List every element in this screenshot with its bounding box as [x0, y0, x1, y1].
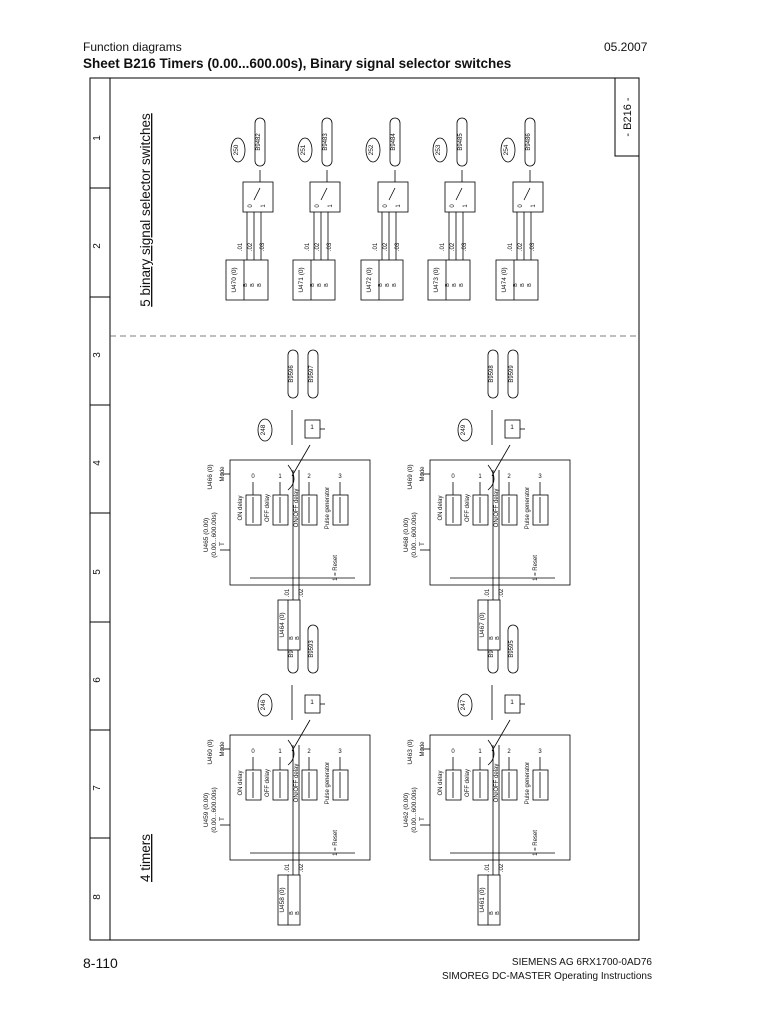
block-number: 249 [460, 424, 467, 436]
input-index: .02 [499, 588, 505, 598]
function-block [246, 770, 261, 800]
input-index: .01 [285, 588, 291, 598]
switch-position: 1 [261, 204, 267, 208]
function-block [502, 770, 517, 800]
switch-position: 1 [328, 204, 334, 208]
function-block [473, 495, 488, 525]
function-label: Pulse generator [525, 761, 531, 805]
footer-company: SIEMENS AG 6RX1700-0AD76 [511, 957, 652, 968]
function-label: ON/OFF delay [294, 488, 300, 528]
output-binector: B9598 [489, 365, 495, 383]
binector-label: B [452, 283, 458, 287]
timers [203, 350, 570, 925]
output-binector: B9593 [309, 640, 315, 658]
input-index: .01 [373, 242, 379, 252]
function-label: ON delay [438, 770, 444, 796]
block-number: 248 [260, 424, 267, 436]
function-label: OFF delay [465, 493, 471, 523]
binector-label: B [310, 283, 316, 287]
sheet-label: - B216 - [622, 97, 634, 137]
output-binector: B9595 [509, 640, 515, 658]
mode-position: 1 [478, 474, 482, 480]
mode-position: 2 [507, 749, 511, 755]
output-binector: B9484 [391, 133, 397, 151]
switch-position: 0 [383, 204, 389, 208]
section-title-timers: 4 timers [138, 833, 153, 883]
mode-param-label: U463 (0) [407, 739, 414, 765]
binector-label: B [513, 283, 519, 287]
input-index: .02 [499, 863, 505, 873]
input-index: .02 [299, 863, 305, 873]
switch-position: 1 [463, 204, 469, 208]
or-gate-label: 1 [510, 699, 514, 706]
header-date: 05.2007 [604, 40, 648, 54]
column-number: 5 [92, 569, 103, 575]
switch-position: 1 [396, 204, 402, 208]
or-gate-label: 1 [310, 424, 314, 431]
binector-label: B [257, 283, 263, 287]
input-param-label: U467 (0) [479, 612, 486, 638]
function-label: ON delay [438, 495, 444, 521]
binector-label: B [317, 283, 323, 287]
input-index: .03 [395, 242, 401, 252]
input-index: .01 [305, 242, 311, 252]
input-index: .01 [485, 863, 491, 873]
timer-block-247 [403, 625, 570, 925]
input-index: .02 [518, 242, 524, 252]
input-index: .02 [383, 242, 389, 252]
mode-param-label: U460 (0) [207, 739, 214, 765]
binector-label: B [378, 283, 384, 287]
timer-block-249 [403, 350, 570, 650]
function-block [302, 495, 317, 525]
binector-label: B [243, 283, 249, 287]
mode-position: 0 [251, 749, 255, 755]
input-index: .01 [508, 242, 514, 252]
selector-switch-252 [361, 118, 408, 300]
time-range-label: (0.00...600.00s) [211, 512, 218, 558]
input-param-label: U461 (0) [479, 887, 486, 913]
function-label: ON delay [238, 495, 244, 521]
function-label: ON/OFF delay [294, 763, 300, 803]
time-param-label: U468 (0.00) [403, 517, 410, 553]
reset-label: 1 = Reset [333, 830, 339, 856]
switch-position: 0 [315, 204, 321, 208]
time-param-label: U459 (0.00) [203, 792, 210, 828]
mode-position: 3 [338, 749, 342, 755]
time-param-label: U465 (0.00) [203, 517, 210, 553]
mode-label: Mode [220, 741, 226, 757]
mode-param-label: U466 (0) [207, 464, 214, 490]
binector-label: B [295, 911, 301, 915]
input-index: .03 [260, 242, 266, 252]
input-index: .02 [450, 242, 456, 252]
column-number: 7 [92, 785, 103, 791]
timer-block-248 [203, 350, 370, 650]
time-param-label: U462 (0.00) [403, 792, 410, 828]
binector-label: B [392, 283, 398, 287]
block-number: 254 [503, 144, 510, 156]
or-gate-label: 1 [510, 424, 514, 431]
selector-param-label: U470 (0) [231, 267, 238, 293]
column-number: 1 [92, 135, 103, 141]
section-title-selectors: 5 binary signal selector switches [138, 113, 153, 307]
or-gate-label: 1 [310, 699, 314, 706]
binector-label: B [295, 636, 301, 640]
time-input-label: T [219, 542, 226, 546]
output-binector: B9482 [256, 133, 262, 151]
selector-param-label: U474 (0) [501, 267, 508, 293]
binector-label: B [324, 283, 330, 287]
selector-switch-254 [496, 118, 543, 300]
input-index: .03 [327, 242, 333, 252]
mode-position: 2 [507, 474, 511, 480]
reset-label: 1 = Reset [333, 555, 339, 581]
function-label: Pulse generator [525, 486, 531, 530]
binector-label: B [520, 283, 526, 287]
input-index: .01 [285, 863, 291, 873]
binector-label: B [495, 911, 501, 915]
function-label: OFF delay [465, 768, 471, 798]
function-label: Pulse generator [325, 761, 331, 805]
function-block [273, 495, 288, 525]
selector-switch-250 [226, 118, 273, 300]
output-binector: B9485 [458, 133, 464, 151]
mode-position: 3 [538, 749, 542, 755]
function-block [446, 495, 461, 525]
mode-position: 2 [307, 749, 311, 755]
binector-label: B [289, 911, 295, 915]
switch-position: 0 [518, 204, 524, 208]
page-title: Sheet B216 Timers (0.00...600.00s), Binary signal selector switches [83, 56, 512, 71]
input-index: .03 [530, 242, 536, 252]
selector-param-label: U472 (0) [366, 267, 373, 293]
mode-position: 3 [538, 474, 542, 480]
mode-param-label: U469 (0) [407, 464, 414, 490]
binector-label: B [459, 283, 465, 287]
mode-position: 0 [451, 474, 455, 480]
block-number: 247 [460, 699, 467, 711]
selector-switch-253 [428, 118, 475, 300]
input-index: .02 [299, 588, 305, 598]
block-number: 251 [300, 144, 307, 156]
column-ticks [90, 188, 110, 838]
block-number: 250 [233, 144, 240, 156]
function-label: OFF delay [265, 768, 271, 798]
selector-switches [226, 118, 543, 300]
output-binector: B9483 [323, 133, 329, 151]
switch-position: 0 [450, 204, 456, 208]
mode-label: Mode [220, 466, 226, 482]
binector-label: B [289, 636, 295, 640]
output-binector: B9599 [509, 365, 515, 383]
binector-label: B [385, 283, 391, 287]
input-index: .01 [485, 588, 491, 598]
mode-position: 2 [307, 474, 311, 480]
mode-position: 3 [338, 474, 342, 480]
input-index: .01 [440, 242, 446, 252]
mode-label: Mode [420, 741, 426, 757]
selector-param-label: U473 (0) [433, 267, 440, 293]
function-block [446, 770, 461, 800]
binector-label: B [489, 636, 495, 640]
timer-block-246 [203, 625, 370, 925]
function-block [333, 770, 348, 800]
column-numbers [92, 135, 103, 900]
function-block [246, 495, 261, 525]
function-label: ON delay [238, 770, 244, 796]
input-param-label: U464 (0) [279, 612, 286, 638]
block-number: 253 [435, 144, 442, 156]
mode-position: 1 [278, 474, 282, 480]
mode-label: Mode [420, 466, 426, 482]
reset-label: 1 = Reset [533, 830, 539, 856]
binector-label: B [495, 636, 501, 640]
binector-label: B [445, 283, 451, 287]
function-label: OFF delay [265, 493, 271, 523]
page-number: 8-110 [83, 955, 118, 971]
function-block [533, 770, 548, 800]
column-number: 2 [92, 243, 103, 249]
mode-position: 0 [451, 749, 455, 755]
output-binector: B9486 [526, 133, 532, 151]
time-range-label: (0.00...600.00s) [411, 512, 418, 558]
header-section: Function diagrams [83, 40, 182, 54]
binector-label: B [489, 911, 495, 915]
function-block [473, 770, 488, 800]
time-range-label: (0.00...600.00s) [411, 787, 418, 833]
function-label: ON/OFF delay [494, 488, 500, 528]
function-block [273, 770, 288, 800]
input-param-label: U458 (0) [279, 887, 286, 913]
function-label: ON/OFF delay [494, 763, 500, 803]
binector-label: B [250, 283, 256, 287]
column-number: 3 [92, 352, 103, 358]
function-block [533, 495, 548, 525]
input-index: .02 [248, 242, 254, 252]
column-number: 8 [92, 894, 103, 900]
switch-position: 1 [531, 204, 537, 208]
mode-position: 1 [278, 749, 282, 755]
output-binector: B9596 [289, 365, 295, 383]
input-index: .03 [462, 242, 468, 252]
mode-position: 1 [478, 749, 482, 755]
block-number: 246 [260, 699, 267, 711]
selector-param-label: U471 (0) [298, 267, 305, 293]
function-block [302, 770, 317, 800]
footer-product: SIMOREG DC-MASTER Operating Instructions [441, 971, 652, 982]
output-binector: B9597 [309, 365, 315, 383]
function-block [502, 495, 517, 525]
input-index: .01 [238, 242, 244, 252]
reset-label: 1 = Reset [533, 555, 539, 581]
time-input-label: T [219, 817, 226, 821]
function-block [333, 495, 348, 525]
binector-label: B [527, 283, 533, 287]
input-index: .02 [315, 242, 321, 252]
switch-position: 0 [248, 204, 254, 208]
time-input-label: T [419, 817, 426, 821]
selector-switch-251 [293, 118, 340, 300]
column-number: 4 [92, 460, 103, 466]
mode-position: 0 [251, 474, 255, 480]
block-number: 252 [368, 144, 375, 156]
time-range-label: (0.00...600.00s) [211, 787, 218, 833]
time-input-label: T [419, 542, 426, 546]
column-number: 6 [92, 677, 103, 683]
function-label: Pulse generator [325, 486, 331, 530]
